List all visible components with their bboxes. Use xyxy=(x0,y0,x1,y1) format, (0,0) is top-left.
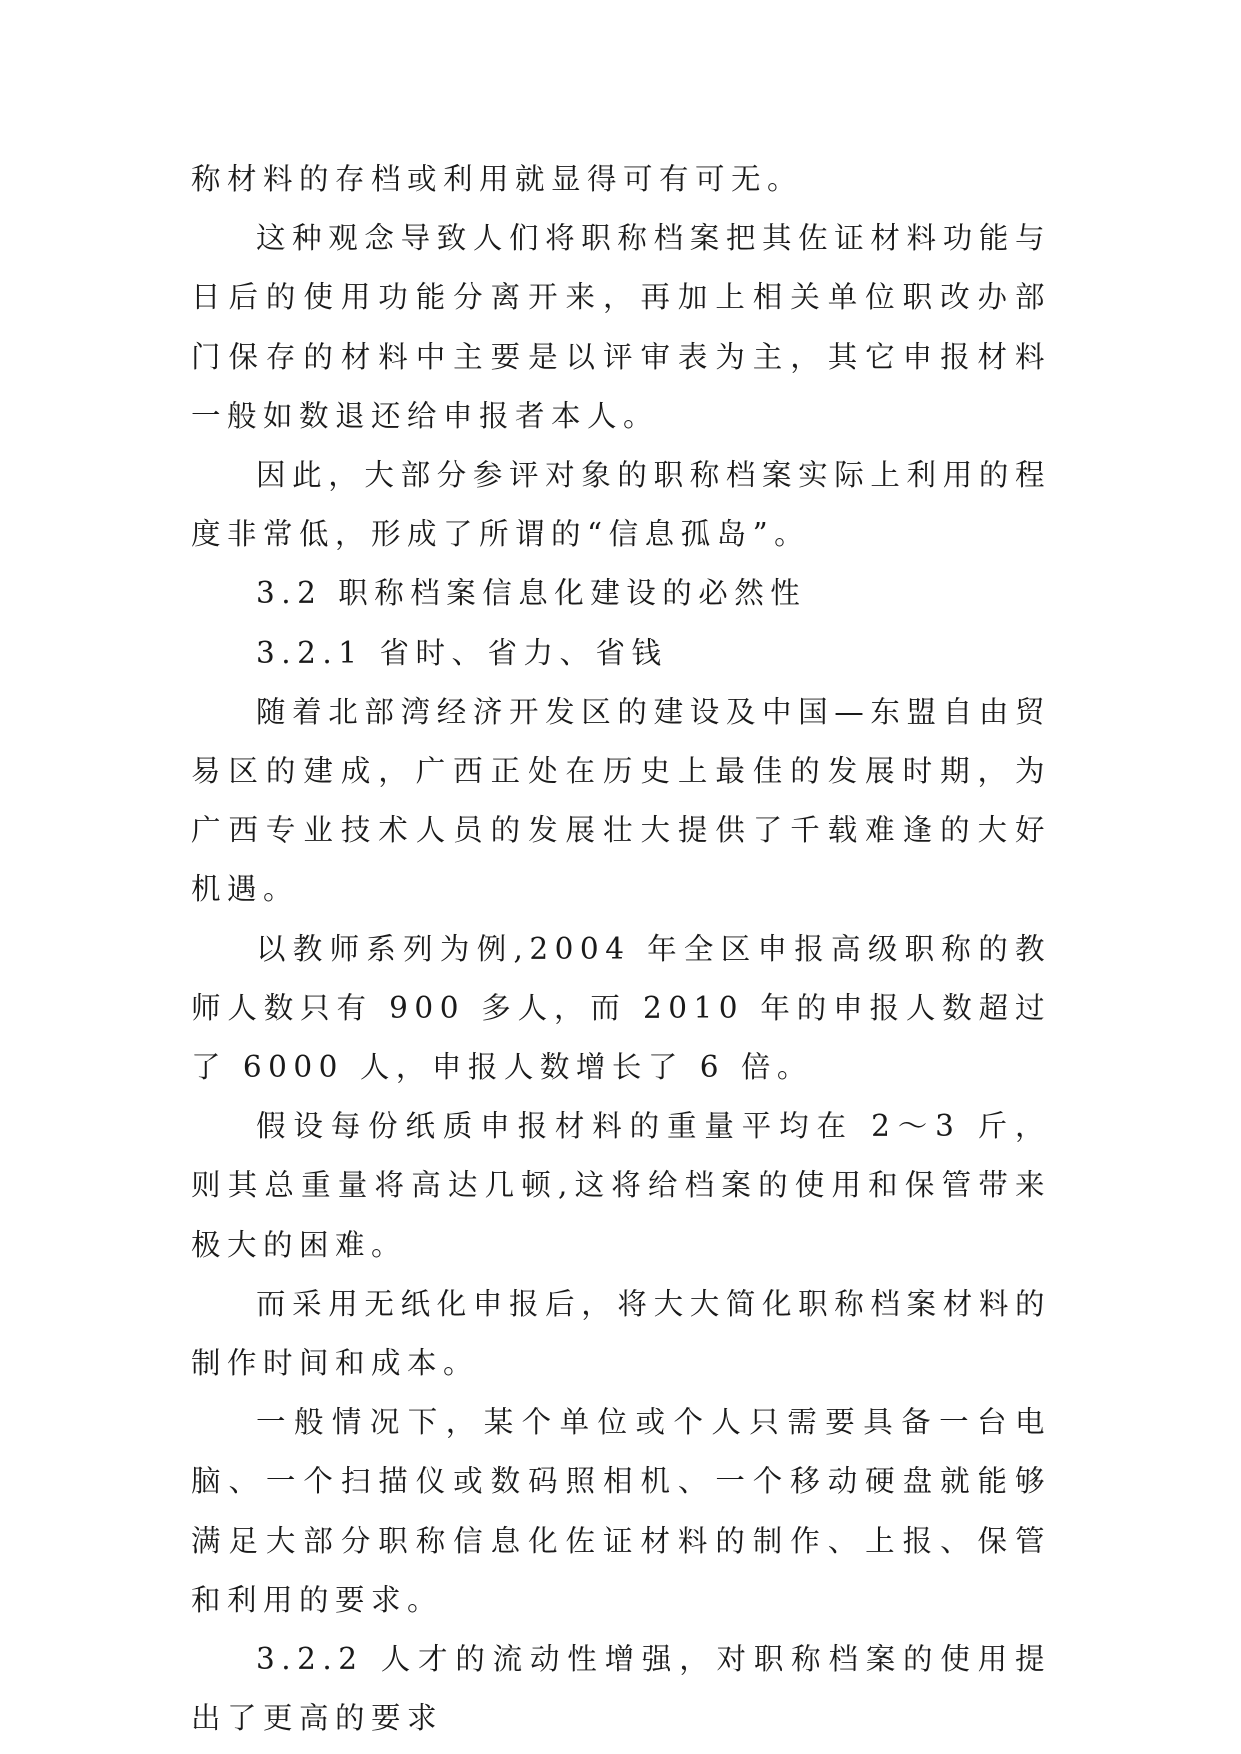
paragraph-paperless: 而采用无纸化申报后，将大大简化职称档案材料的制作时间和成本。 xyxy=(191,1286,1051,1381)
paragraph-beibu-gulf: 随着北部湾经济开发区的建设及中国—东盟自由贸易区的建成，广西正处在历史上最佳的发展时期，为广西专业技术人员的发展壮大提供了千载难逢的大好机遇。 xyxy=(191,694,1051,907)
paragraph-concept-separation: 这种观念导致人们将职称档案把其佐证材料功能与日后的使用功能分离开来，再加上相关单位职改办部门保存的材料中主要是以评审表为主，其它申报材料一般如数退还给申报者本人。 xyxy=(191,221,1051,433)
paragraph-information-island: 因此，大部分参评对象的职称档案实际上利用的程度非常低，形成了所谓的“信息孤岛”。 xyxy=(191,458,1051,552)
document-page xyxy=(191,150,1051,1748)
paragraph-paper-weight: 假设每份纸质申报材料的重量平均在 2～3 斤，则其总重量将高达几顿,这将给档案的使用和保管带来极大的困难。 xyxy=(191,1109,1051,1262)
paragraph-continuation: 称材料的存档或利用就显得可有可无。 xyxy=(191,162,804,196)
paragraph-teacher-example: 以教师系列为例,2004 年全区申报高级职称的教师人数只有 900 多人，而 2010 年的申报人数超过了 6000 人，申报人数增长了 6 倍。 xyxy=(191,931,1051,1085)
paragraph-equipment: 一般情况下，某个单位或个人只需要具备一台电脑、一个扫描仪或数码照相机、一个移动硬盘就能够满足大部分职称信息化佐证材料的制作、上报、保管和利用的要求。 xyxy=(191,1405,1051,1617)
section-heading-3-2-1: 3.2.1 省时、省力、省钱 xyxy=(256,635,668,670)
section-heading-3-2: 3.2 职称档案信息化建设的必然性 xyxy=(256,576,807,611)
section-heading-3-2-2: 3.2.2 人才的流动性增强，对职称档案的使用提出了更高的要求 xyxy=(191,1642,1051,1736)
